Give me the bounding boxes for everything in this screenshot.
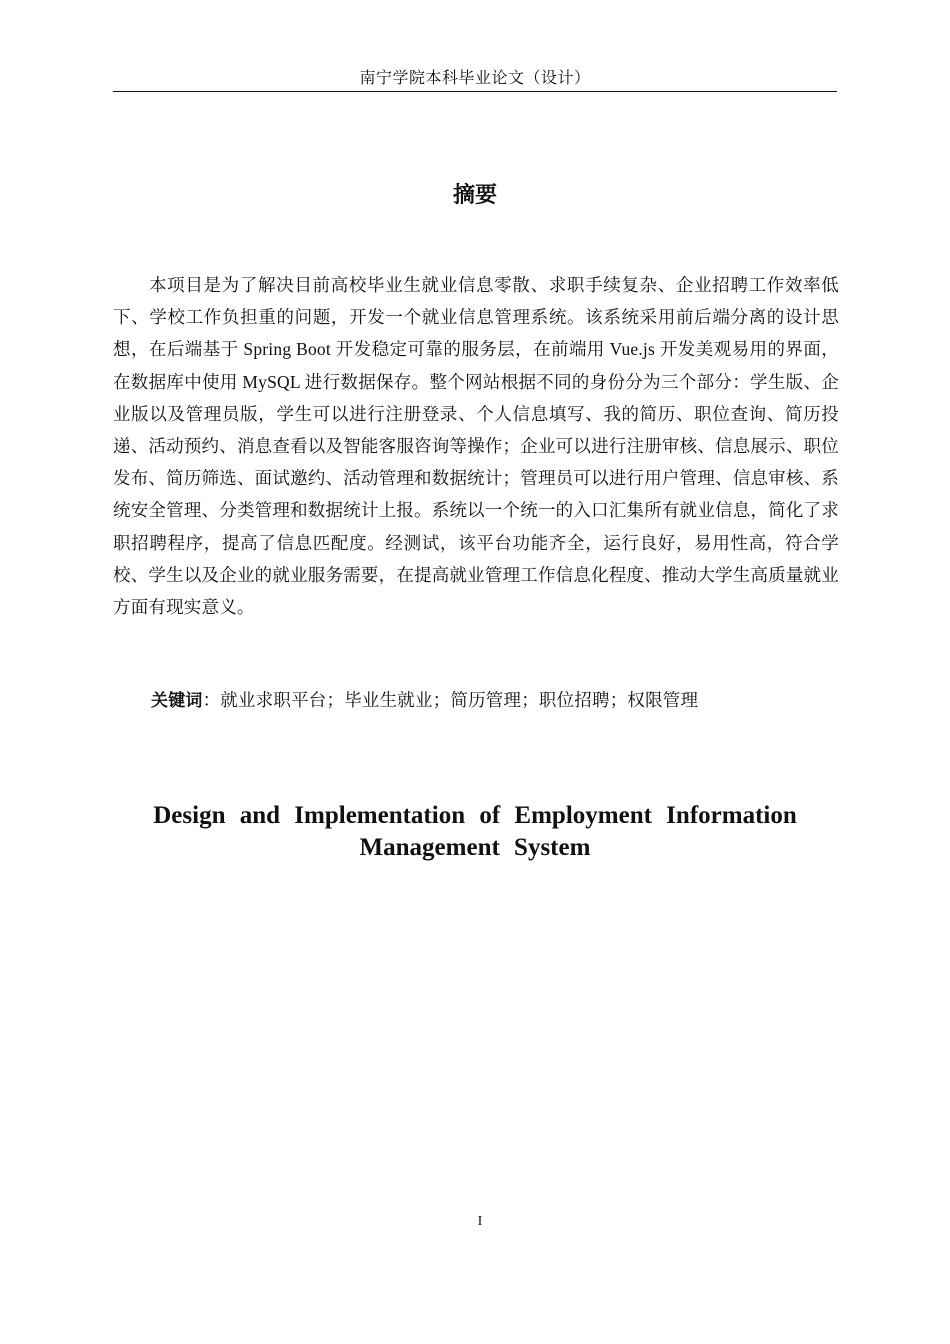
keywords-label: 关键词 xyxy=(151,691,203,711)
keywords-separator: ： xyxy=(202,690,221,710)
keywords-text: 就业求职平台；毕业生就业；简历管理；职位招聘；权限管理 xyxy=(220,690,699,710)
english-title-line-1: Design and Implementation of Employment Information xyxy=(153,802,797,829)
keywords-line xyxy=(151,685,841,716)
english-title xyxy=(113,800,837,864)
abstract-title: 摘要 xyxy=(452,183,497,208)
running-header: 南宁学院本科毕业论文（设计） xyxy=(359,70,591,87)
abstract-body: 本项目是为了解决目前高校毕业生就业信息零散、求职手续复杂、企业招聘工作效率低下、学校工作负担重的问题，开发一个就业信息管理系统。该系统采用前后端分离的设计思想，在后端基于 Spring Boot 开发稳定可靠的服务层，在前端用 Vue.js 开发美观易用的界面，在数据库中使用 MySQL 进行数据保存。整个网站根据不同的身份分为三个部分：学生版、企业版以及管理员版，学生可以进行注册登录、个人信息填写、我的简历、职位查询、简历投递、活动预约、消息查看以及智能客服咨询等操作；企业可以进行注册审核、信息展示、职位发布、简历筛选、面试邀约、活动管理和数据统计；管理员可以进行用户管理、信息审核、系统安全管理、分类管理和数据统计上报。系统以一个统一的入口汇集所有就业信息，简化了求职招聘程序，提高了信息匹配度。经测试，该平台功能齐全，运行良好，易用性高，符合学校、学生以及企业的就业服务需要，在提高就业管理工作信息化程度、推动大学生高质量就业方面有现实意义。 xyxy=(113,275,839,618)
header-rule xyxy=(113,91,837,92)
english-title-line-2: Management System xyxy=(359,834,591,861)
page-number: I xyxy=(477,1214,483,1229)
